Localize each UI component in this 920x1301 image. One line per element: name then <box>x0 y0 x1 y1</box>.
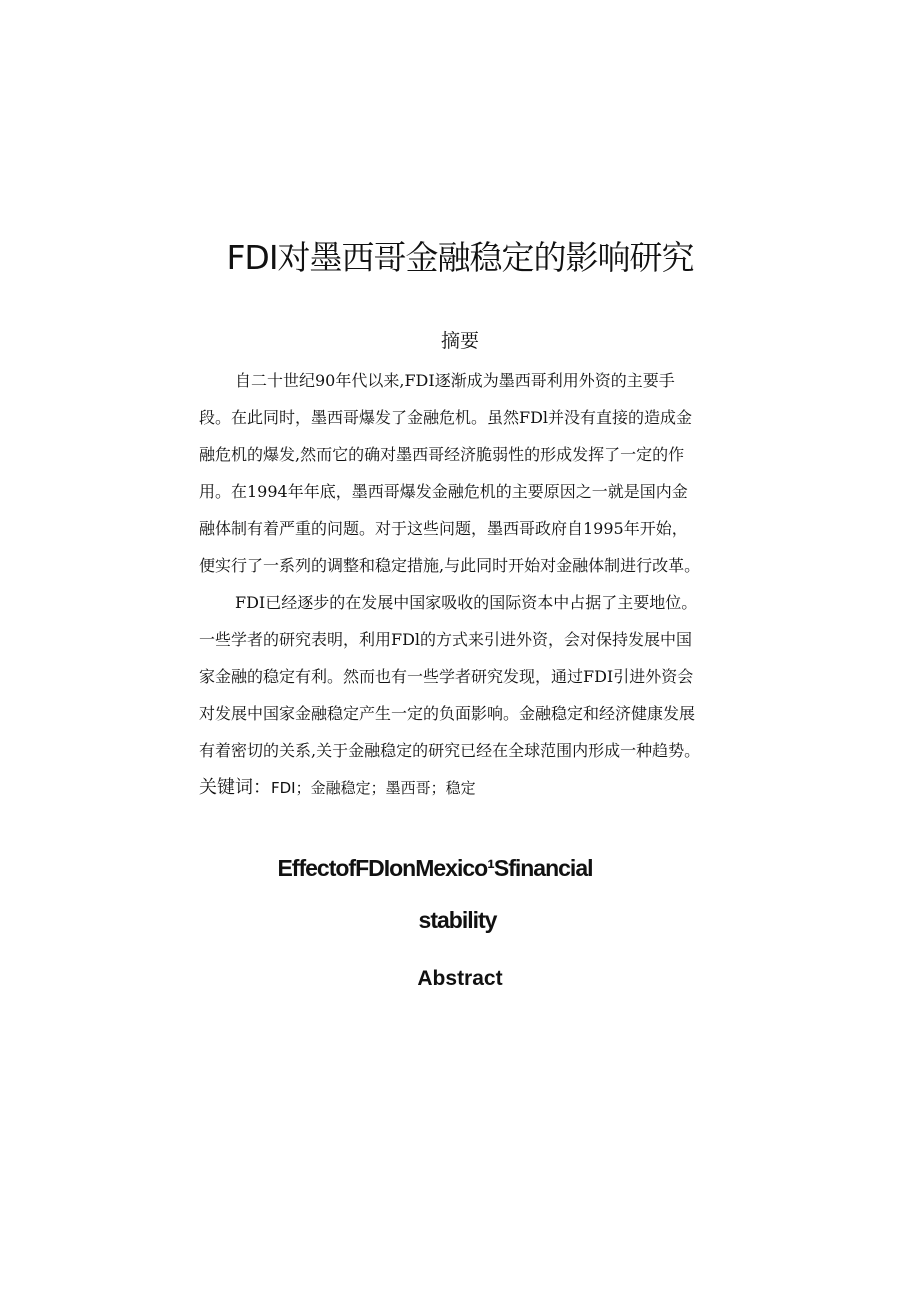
paragraph-line: 自二十世纪90年代以来,FDI逐渐成为墨西哥利用外资的主要手 <box>235 371 675 390</box>
keywords-label: 关键词： <box>199 777 271 798</box>
page-title-en <box>0 842 870 946</box>
abstract-heading-en: Abstract <box>417 967 503 990</box>
abstract-paragraph-2 <box>199 584 727 769</box>
paragraph-line: 一些学者的研究表明，利用FDl的方式来引进外资，会对保持发展中国 <box>199 630 693 649</box>
title-en-line-1: EffectofFDIonMexico¹Sfinancial <box>277 855 593 881</box>
abstract-paragraph-1 <box>199 362 727 584</box>
paragraph-line: 有着密切的关系,关于金融稳定的研究已经在全球范围内形成一种趋势。 <box>199 741 701 760</box>
paragraph-line: 融危机的爆发,然而它的确对墨西哥经济脆弱性的形成发挥了一定的作 <box>199 445 685 464</box>
paragraph-line: 家金融的稳定有利。然而也有一些学者研究发现，通过FDI引进外资会 <box>199 667 694 686</box>
paragraph-line: 对发展中国家金融稳定产生一定的负面影响。金融稳定和经济健康发展 <box>199 704 696 723</box>
abstract-heading-cn: 摘要 <box>440 330 479 352</box>
keywords-text: FDI；金融稳定；墨西哥；稳定 <box>271 779 476 797</box>
title-en-line-2: stability <box>418 907 497 933</box>
paragraph-line: 段。在此同时，墨西哥爆发了金融危机。虽然FDl并没有直接的造成金 <box>199 408 693 427</box>
paragraph-line: 融体制有着严重的问题。对于这些问题，墨西哥政府自1995年开始， <box>199 519 688 538</box>
paragraph-line: 用。在1994年年底，墨西哥爆发金融危机的主要原因之一就是国内金 <box>199 482 688 501</box>
page-title-cn: FDI对墨西哥金融稳定的影响研究 <box>226 238 694 277</box>
keywords <box>199 773 476 803</box>
paragraph-line: 便实行了一系列的调整和稳定措施,与此同时开始对金融体制进行改革。 <box>199 556 701 575</box>
paragraph-line: FDI已经逐步的在发展中国家吸收的国际资本中占据了主要地位。 <box>235 593 698 612</box>
